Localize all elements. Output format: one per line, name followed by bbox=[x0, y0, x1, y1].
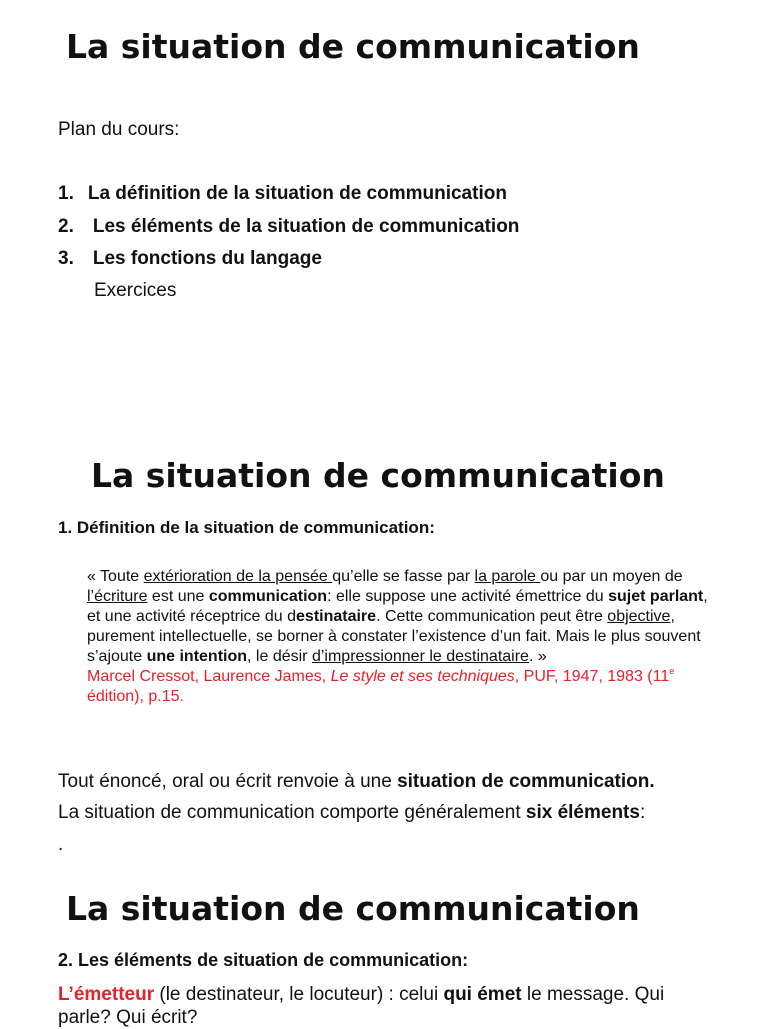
elements-heading: 2. Les éléments de situation de communication: bbox=[58, 950, 469, 970]
six-elements-line: La situation de communication comporte généralement six éléments: bbox=[58, 802, 646, 823]
plan-item-1 bbox=[58, 183, 507, 205]
plan-item-text: La définition de la situation de communication bbox=[87, 183, 507, 204]
plan-label: Plan du cours: bbox=[58, 119, 180, 140]
slide2-title: La situation de communication bbox=[91, 456, 665, 495]
slide3-title: La situation de communication bbox=[66, 889, 640, 928]
slide1-title: La situation de communication bbox=[66, 27, 640, 66]
plan-item-2 bbox=[58, 216, 519, 238]
emetteur-paragraph: L’émetteur (le destinateur, le locuteur) : celui qui émet le message. Qui parle? Qui écrit? bbox=[58, 984, 665, 1028]
plan-item-3 bbox=[58, 248, 322, 270]
plan-item-number: 2. bbox=[58, 216, 74, 237]
plan-item-number: 3. bbox=[58, 248, 74, 269]
plan-item-number: 1. bbox=[58, 183, 74, 204]
definition-quote: « Toute extérioration de la pensée qu’elle se fasse par la parole ou par un moyen de l’écriture est une communication: elle suppose une activité émettrice du sujet parlant, et une activité réceptrice du destinataire. Cette communication peut être objective, purement intellectuelle, se borner à constater l’existence d’un fait. Mais le plus souvent s’ajoute une intention, le désir d’impressionner le destinataire. » Marcel Cressot, Laurence James, Le style et ses techniques, PUF, 1947, 1983 (11e édition), p.15. bbox=[87, 568, 708, 705]
emetteur-term: L’émetteur bbox=[58, 984, 155, 1005]
definition-heading: 1. Définition de la situation de communication: bbox=[58, 518, 435, 537]
enonce-line: Tout énoncé, oral ou écrit renvoie à une situation de communication. bbox=[58, 771, 655, 792]
dot-line: . bbox=[58, 834, 64, 855]
citation: Marcel Cressot, Laurence James, Le style et ses techniques, PUF, 1947, 1983 (11e édition), p.15. bbox=[87, 666, 675, 705]
plan-item-text: Les éléments de la situation de communication bbox=[92, 216, 520, 237]
plan-item-text: Les fonctions du langage bbox=[92, 248, 322, 269]
exercices-label: Exercices bbox=[94, 280, 177, 301]
